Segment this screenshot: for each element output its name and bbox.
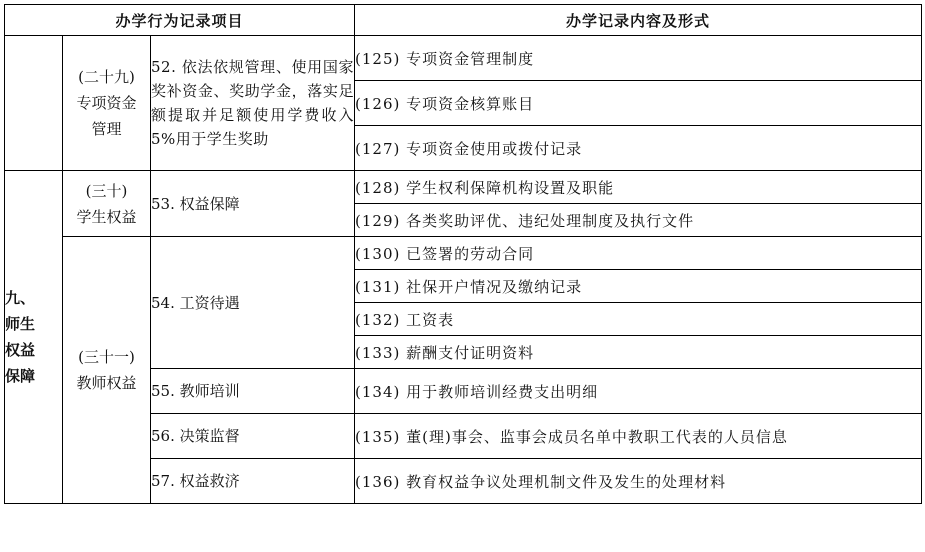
item-cell: 56. 决策监督 bbox=[151, 414, 355, 459]
item-cell: 55. 教师培训 bbox=[151, 369, 355, 414]
table-row bbox=[5, 171, 922, 204]
record-table-page bbox=[4, 4, 921, 550]
item-cell: 57. 权益救济 bbox=[151, 459, 355, 504]
subcategory-cell bbox=[63, 237, 151, 504]
school-conduct-record-table bbox=[4, 4, 922, 504]
record-content-cell: (127) 专项资金使用或拨付记录 bbox=[355, 126, 922, 171]
record-content-cell: (134) 用于教师培训经费支出明细 bbox=[355, 369, 922, 414]
subcategory-cell bbox=[63, 171, 151, 237]
subcategory-number: (三十) bbox=[85, 181, 128, 200]
item-cell: 54. 工资待遇 bbox=[151, 237, 355, 369]
record-content-cell: (125) 专项资金管理制度 bbox=[355, 36, 922, 81]
record-content-cell: (128) 学生权利保障机构设置及职能 bbox=[355, 171, 922, 204]
record-content-cell: (129) 各类奖助评优、违纪处理制度及执行文件 bbox=[355, 204, 922, 237]
item-cell: 53. 权益保障 bbox=[151, 171, 355, 237]
record-content-cell: (126) 专项资金核算账目 bbox=[355, 81, 922, 126]
header-record-items: 办学行为记录项目 bbox=[5, 5, 355, 36]
subcategory-title-line: 教师权益 bbox=[76, 374, 137, 392]
record-content-cell: (133) 薪酬支付证明资料 bbox=[355, 336, 922, 369]
record-content-cell: (135) 董(理)事会、监事会成员名单中教职工代表的人员信息 bbox=[355, 414, 922, 459]
subcategory-number: (二十九) bbox=[78, 68, 135, 86]
record-content-cell: (130) 已签署的劳动合同 bbox=[355, 237, 922, 270]
subcategory-number: (三十一) bbox=[78, 348, 135, 366]
subcategory-title-line: 管理 bbox=[91, 120, 122, 138]
category-empty-cell bbox=[5, 36, 63, 171]
table-header-row bbox=[5, 5, 922, 36]
subcategory-title-line: 学生权益 bbox=[76, 207, 137, 226]
table-row bbox=[5, 237, 922, 270]
table-body bbox=[5, 36, 922, 504]
category-cell: 九、 师生 权益 保障 bbox=[5, 171, 63, 504]
header-record-content: 办学记录内容及形式 bbox=[355, 5, 922, 36]
table-row bbox=[5, 36, 922, 81]
subcategory-title-line: 专项资金 bbox=[76, 94, 137, 112]
record-content-cell: (132) 工资表 bbox=[355, 303, 922, 336]
subcategory-cell bbox=[63, 36, 151, 171]
item-cell: 52. 依法依规管理、使用国家奖补资金、奖助学金，落实足额提取并足额使用学费收入 5%用于学生奖助 bbox=[151, 36, 355, 171]
record-content-cell: (131) 社保开户情况及缴纳记录 bbox=[355, 270, 922, 303]
record-content-cell: (136) 教育权益争议处理机制文件及发生的处理材料 bbox=[355, 459, 922, 504]
